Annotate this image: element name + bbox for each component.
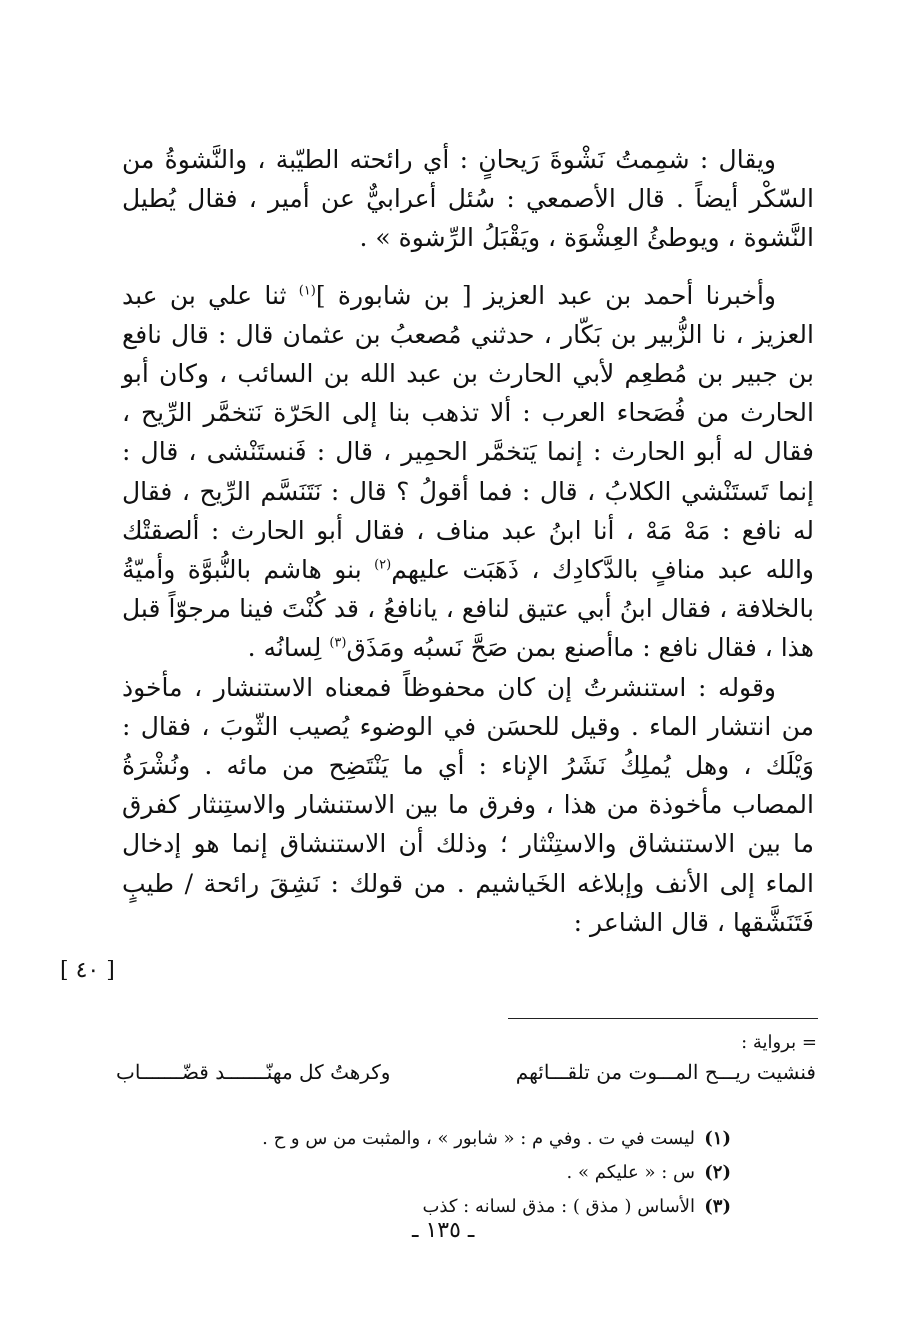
footnote-ref-2: (٢) [374, 557, 392, 573]
footnote-text: الأساس ( مذق ) : مذق لسانه : كذب [422, 1196, 695, 1217]
verse-first-hemistich: فنشيت ريـــح المـــوت من تلقـــائهم [515, 1060, 816, 1084]
poetry-verse [116, 1060, 816, 1094]
footnote-separator [508, 1018, 818, 1019]
footnote-number: (١) [704, 1128, 731, 1149]
paragraph-3: وقوله : استنشرتُ إن كان محفوظاً فمعناه الاستنشار ، مأخوذ من انتشار الماء . وقيل للحسَن في الوضوء يُصيب الثّوبَ ، فقال : وَيْلَك ، وهل يُملِكُ نَشَرُ الإناء : أي ما يَنْتَضِح من مائه . ونُشْرَةُ المصاب مأخوذة من هذا ، وفرق ما بين الاستنشار والاستِنثار كفرق ما بين الاستنشاق والاستِنْثار ؛ وذلك أن الاستنشاق إنما هو إدخال الماء إلى الأنف وإبلاغه الخَياشيم . من قولك : نَشِقَ رائحة / طيبٍ فَتَنَشَّقها ، قال الشاعر : [122, 672, 814, 937]
paragraph-2 [122, 276, 814, 668]
manuscript-folio-marker: [ ٤٠ ] [60, 958, 115, 983]
footnote-text: ليست في ت . وفي م : « شابور » ، والمثبت من س و ح . [262, 1128, 695, 1149]
paragraph-1: ويقال : شمِمتُ نَشْوةَ رَيحانٍ : أي رائحته الطيّبة ، والنَّشوةُ من السّكْر أيضاً . قال الأصمعي : سُئل أعرابيٌّ عن أمير ، فقال يُطيل النَّشوة ، ويوطئُ العِشْوَة ، ويَقْبَلُ الرِّشوة » . [122, 145, 814, 253]
footnote-text: س : « عليكم » . [566, 1162, 695, 1183]
paragraph-2-part-a: وأخبرنا أحمد بن عبد العزيز [ بن شابورة ] [315, 280, 776, 310]
footnote-number: (٢) [704, 1162, 731, 1183]
footnotes-list [171, 1122, 731, 1224]
paragraph-2-part-b: ثنا علي بن عبد العزيز ، نا الزُّبير بن بَكّار ، حدثني مُصعبُ بن عثمان قال : قال نافع بن جبير بن مُطعِم لأبي الحارث بن عبد الله بن السائب ، وكان أبو الحارث من فُصَحاء العرب : ألا تذهب بنا إلى الحَرّة نَتخمَّر الرِّيح ، فقال له أبو الحارث : إنما يَتخمَّر الحمِير ، قال : فَنستَنْشى ، قال : إنما تَستَنْشي الكلابُ ، قال : فما أقولُ ؟ قال : نَتَنَسَّم الرِّيح ، فقال له نافع : مَهْ مَهْ ، أنا ابنُ عبد مناف ، فقال أبو الحارث : ألصقتْك والله عبد منافٍ بالدَّكادِك ، ذَهَبَت عليهم [122, 280, 814, 585]
footnote-continuation: = برواية : [741, 1032, 817, 1053]
footnote-number: (٣) [704, 1196, 731, 1217]
page-number: ـ ١٣٥ ـ [412, 1218, 475, 1243]
paragraph-2-part-c: بنو هاشم بالنُّبوَّة وأميّةُ بالخلافة ، فقال ابنُ أبي عتيق لنافع ، يانافعُ ، قد كُنْتَ فينا مرجوّاً قبل هذا ، فقال نافع : ماأصنع بمن صَحَّ نَسبُه ومَذَق [122, 555, 814, 663]
footnote-ref-3: (٣) [329, 636, 347, 652]
verse-second-hemistich: وكرهتُ كل مهنّـــــــد قضّـــــــاب [116, 1060, 391, 1084]
paragraph-2-part-d: لِسانُه . [247, 633, 330, 663]
footnote-ref-1: (١) [298, 283, 316, 299]
main-text-body [122, 140, 814, 942]
footnote-item [171, 1122, 731, 1156]
footnote-item [171, 1156, 731, 1190]
